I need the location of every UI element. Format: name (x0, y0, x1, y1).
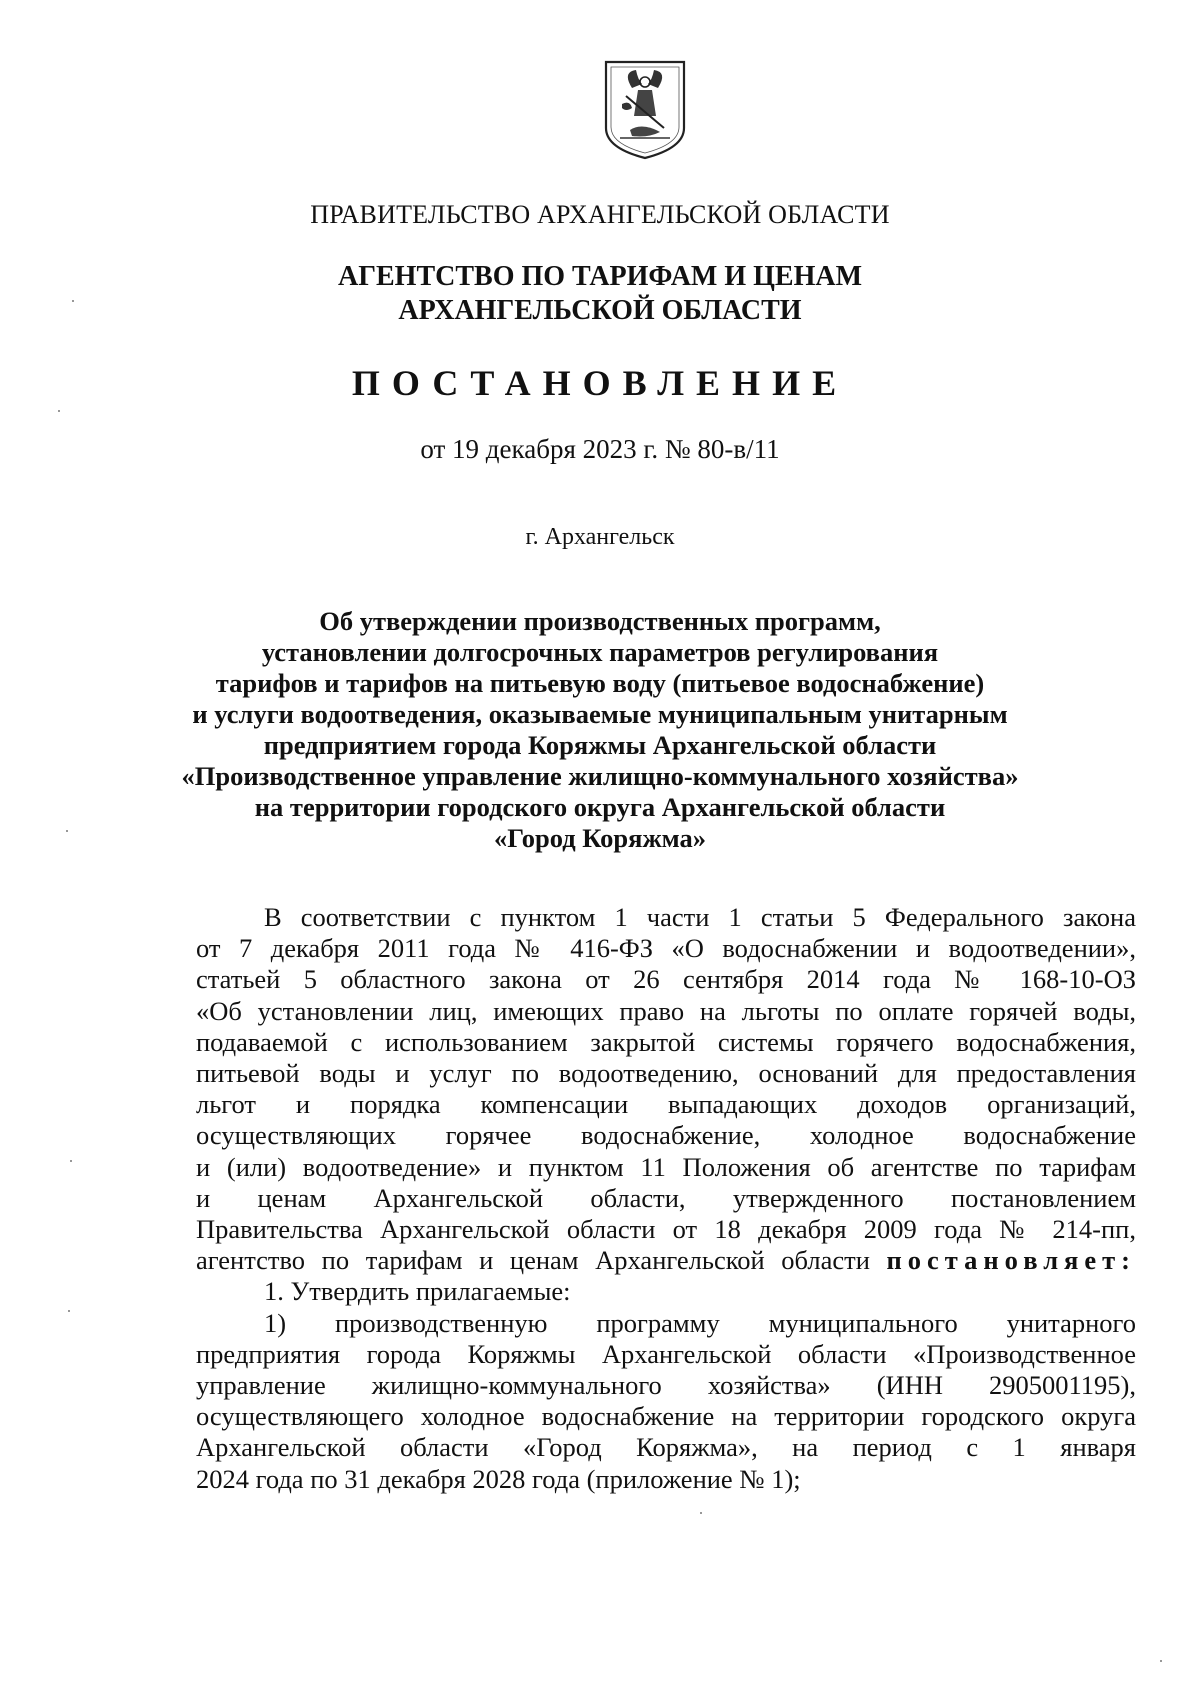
coat-of-arms-emblem-icon (602, 58, 688, 162)
preamble-line: Правительства Архангельской области от 18 декабря 2009 года № 214-пп, (196, 1214, 1136, 1245)
subitem-line: осуществляющего холодное водоснабжение на территории городского округа (196, 1401, 1136, 1432)
preamble-line: статьей 5 областного закона от 26 сентября 2014 года № 168-10-ОЗ (196, 964, 1136, 995)
preamble-line: подаваемой с использованием закрытой системы горячего водоснабжения, (196, 1026, 1136, 1057)
decree-verb: постановляет: (886, 1245, 1136, 1276)
title-line: «Производственное управление жилищно-коммунального хозяйства» (181, 761, 1019, 791)
document-city: г. Архангельск (525, 524, 675, 550)
subitem-line: Архангельской области «Город Коряжма», на период с 1 января (196, 1432, 1136, 1463)
title-line: Об утверждении производственных программ, (319, 606, 881, 636)
title-line: предприятием города Коряжмы Архангельской области (263, 730, 937, 760)
agency-name-line: АРХАНГЕЛЬСКОЙ ОБЛАСТИ (398, 295, 802, 326)
item-1: 1. Утвердить прилагаемые: (264, 1276, 571, 1307)
title-line: и услуги водоотведения, оказываемые муниципальным унитарным (192, 699, 1008, 729)
preamble-line: льгот и порядка компенсации выпадающих доходов организаций, (196, 1089, 1136, 1120)
scan-speck (72, 300, 74, 302)
preamble-line: и ценам Архангельской области, утвержденного постановлением (196, 1182, 1136, 1213)
scan-speck (58, 410, 60, 412)
preamble-line: «Об установлении лиц, имеющих право на льготы по оплате горячей воды, (196, 995, 1136, 1026)
subitem-line: 2024 года по 31 декабря 2028 года (приложение № 1); (196, 1463, 801, 1494)
scan-speck (66, 830, 68, 832)
subitem-line: управление жилищно-коммунального хозяйства» (ИНН 2905001195), (196, 1370, 1136, 1401)
preamble-line: питьевой воды и услуг по водоотведению, оснований для предоставления (196, 1058, 1136, 1089)
preamble-line: В соответствии с пунктом 1 части 1 статьи 5 Федерального закона (264, 902, 1136, 932)
title-line: «Город Коряжма» (493, 823, 707, 853)
preamble-line: от 7 декабря 2011 года № 416-ФЗ «О водоснабжении и водоотведении», (196, 933, 1136, 964)
preamble-line: осуществляющих горячее водоснабжение, холодное водоснабжение (196, 1120, 1136, 1151)
agency-name-line: АГЕНТСТВО ПО ТАРИФАМ И ЦЕНАМ (337, 261, 863, 292)
decree-line-text: агентство по тарифам и ценам Архангельской области (196, 1245, 870, 1276)
document-title (0, 606, 1200, 854)
document-date-number: от 19 декабря 2023 г. № 80-в/11 (420, 434, 780, 464)
preamble-line: и (или) водоотведение» и пунктом 11 Положения об агентстве по тарифам (196, 1151, 1136, 1182)
document-body (196, 902, 1136, 1495)
scan-speck (1160, 1660, 1162, 1662)
scan-speck (70, 1160, 72, 1162)
title-line: установлении долгосрочных параметров регулирования (261, 637, 939, 667)
subitem-line: предприятия города Коряжмы Архангельской области «Производственное (196, 1338, 1136, 1369)
decree-line (196, 1245, 1136, 1276)
document-type-heading: ПОСТАНОВЛЕНИЕ (351, 363, 849, 403)
scan-speck (68, 1310, 70, 1312)
scan-speck (700, 1512, 702, 1514)
agency-name (0, 260, 1200, 328)
title-line: тарифов и тарифов на питьевую воду (питьевое водоснабжение) (215, 668, 985, 698)
subitem-line: 1) производственную программу муниципального унитарного (264, 1307, 1136, 1338)
title-line: на территории городского округа Архангельской области (254, 792, 946, 822)
government-name: ПРАВИТЕЛЬСТВО АРХАНГЕЛЬСКОЙ ОБЛАСТИ (310, 200, 890, 229)
